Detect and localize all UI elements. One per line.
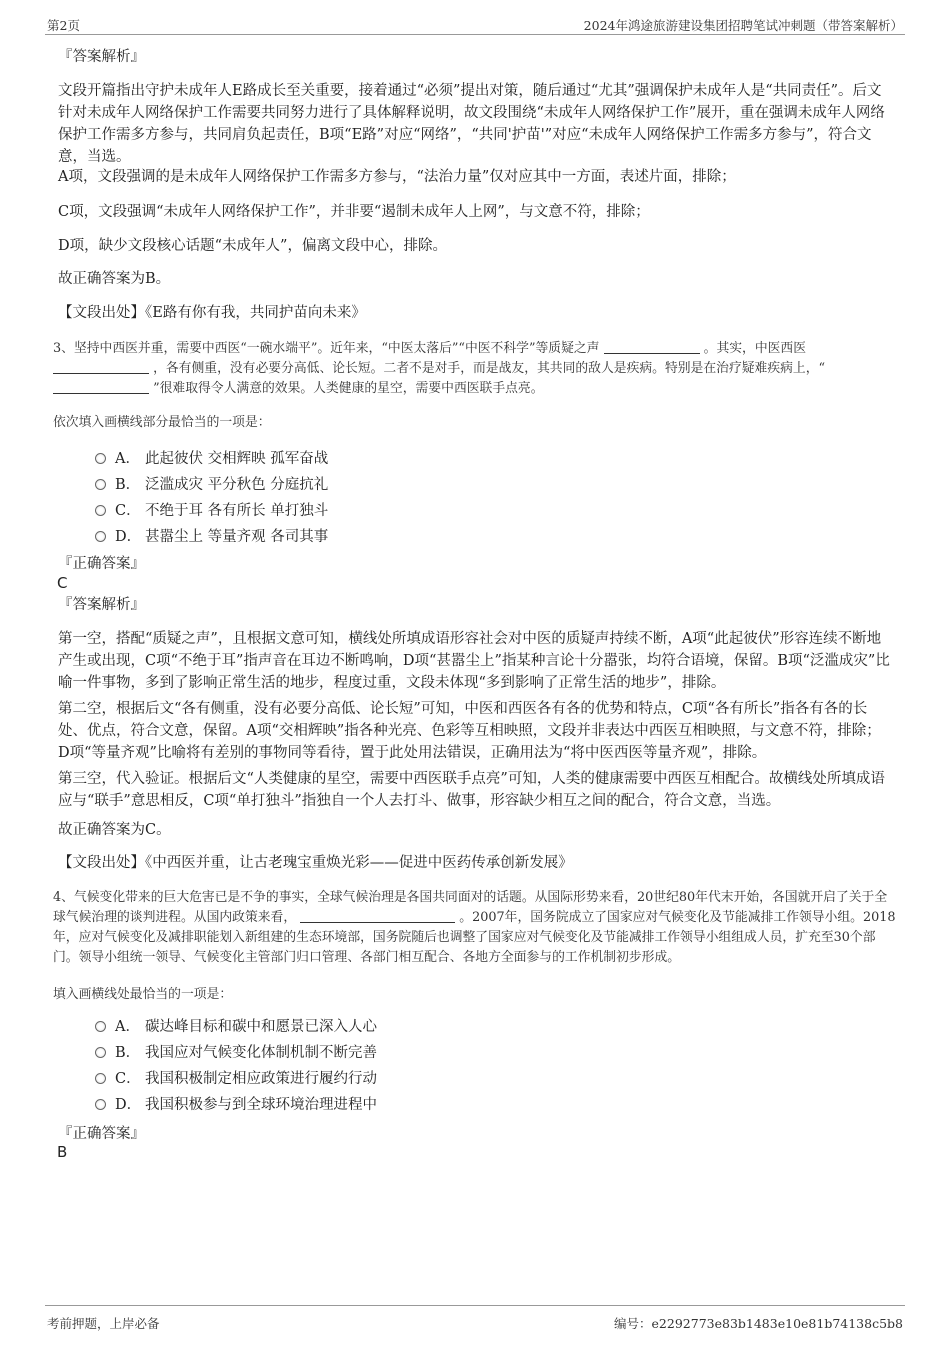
q3-option-d[interactable]: D． 甚嚣尘上 等量齐观 各司其事	[95, 526, 328, 548]
q3-source: 【文段出处】《中西医并重，让古老瑰宝重焕光彩——促进中医药传承创新发展》	[58, 855, 573, 871]
q4-option-a[interactable]: A． 碳达峰目标和碳中和愿景已深入人心	[95, 1016, 377, 1038]
q3-analysis-p4: 故正确答案为C。	[58, 822, 171, 838]
q3-analysis-p2: 第二空，根据后文“各有侧重，没有必要分高低、论长短”可知，中医和西医各有各的优势和特点，C项“各有所长”指各有各的长处、优点，符合文意，保留。A项“交相辉映”指各种光亮、色彩等互相映照，文段并非表达中西医互相映照，与文意不符，排除；D项“等量齐观”比喻将有差别的事物同等看待，置于此处用法错误，正确用法为“将中医西医等量齐观”，排除。	[58, 701, 881, 761]
q4-option-b[interactable]: B． 我国应对气候变化体制机制不断完善	[95, 1042, 377, 1064]
radio-icon[interactable]	[95, 1021, 106, 1032]
q2-analysis-p1: 文段开篇指出守护未成年人E路成长至关重要，接着通过“必须”提出对策，随后通过“尤其”强调保护未成年人是“共同责任”。后文针对未成年人网络保护工作需要共同努力进行了具体解释说明，故文段围绕“未成年人网络保护工作”展开，重在强调未成年人网络保护工作需多方参与，共同肩负起责任，B项“E路”对应“网络”，“共同'护苗'”对应“未成年人网络保护工作需多方参与”，符合文意，当选。	[58, 83, 885, 165]
q4-answer-label: 『正确答案』	[58, 1126, 145, 1142]
radio-icon[interactable]	[95, 1047, 106, 1058]
q3-stem: 3、坚持中西医并重，需要中西医“一碗水端平”。近年来，“中医太落后”“中医不科学”等质疑之声 。其实，中医西医 ，各有侧重，没有必要分高低、论长短。二者不是对手，而是战友，其共同的敌人是疾病。特别是在治疗疑难疾病上，“ ”很难取得令人满意的效果。人类健康的星空，需要中西医联手点亮。	[53, 341, 826, 396]
q2-analysis-p4: D项，缺少文段核心话题“未成年人”，偏离文段中心，排除。	[58, 238, 447, 254]
q4-answer: B	[57, 1143, 68, 1161]
blank-1	[300, 908, 455, 923]
page-number: 第2页	[47, 18, 80, 33]
document-code: 编号：e2292773e83b1483e10e81b74138c5b8	[614, 1316, 903, 1331]
q3-prompt: 依次填入画横线部分最恰当的一项是：	[53, 415, 271, 430]
q3-answer: C	[57, 574, 68, 592]
q2-analysis-label: 『答案解析』	[58, 49, 145, 65]
q3-analysis-label: 『答案解析』	[58, 597, 145, 613]
q2-analysis-p2: A项，文段强调的是未成年人网络保护工作需多方参与，“法治力量”仅对应其中一方面，表述片面，排除；	[58, 169, 736, 185]
page-footer	[45, 1305, 905, 1331]
q4-stem: 4、气候变化带来的巨大危害已是不争的事实，全球气候治理是各国共同面对的话题。从国际形势来看，20世纪80年代末开始，各国就开启了关于全球气候治理的谈判进程。从国内政策来看， 。2007年，国务院成立了国家应对气候变化及节能减排工作领导小组。2018年，应对气候变化及减排职能划入新组建的生态环境部，国务院随后也调整了国家应对气候变化及节能减排工作领导小组组成人员，扩充至30个部门。领导小组统一领导、气候变化主管部门归口管理、各部门相互配合、各地方全面参与的工作机制初步形成。	[53, 890, 896, 965]
radio-icon[interactable]	[95, 1073, 106, 1084]
q2-source: 【文段出处】《E路有你有我，共同护苗向未来》	[58, 305, 366, 321]
q3-option-c[interactable]: C． 不绝于耳 各有所长 单打独斗	[95, 500, 328, 522]
blank-2	[53, 359, 149, 374]
q4-prompt: 填入画横线处最恰当的一项是：	[53, 987, 233, 1002]
document-title: 2024年鸿途旅游建设集团招聘笔试冲刺题（带答案解析）	[583, 18, 903, 33]
q2-analysis-p3: C项，文段强调“未成年人网络保护工作”，并非要“遏制未成年人上网”，与文意不符，排除；	[58, 204, 650, 220]
q3-option-a[interactable]: A． 此起彼伏 交相辉映 孤军奋战	[95, 448, 328, 470]
radio-icon[interactable]	[95, 1099, 106, 1110]
q3-option-b[interactable]: B． 泛滥成灾 平分秋色 分庭抗礼	[95, 474, 328, 496]
page-header	[45, 14, 905, 35]
q3-answer-label: 『正确答案』	[58, 556, 145, 572]
blank-3	[53, 379, 149, 394]
footer-slogan: 考前押题，上岸必备	[47, 1316, 160, 1331]
radio-icon[interactable]	[95, 505, 106, 516]
radio-icon[interactable]	[95, 479, 106, 490]
q4-option-d[interactable]: D． 我国积极参与到全球环境治理进程中	[95, 1094, 377, 1116]
q4-option-c[interactable]: C． 我国积极制定相应政策进行履约行动	[95, 1068, 377, 1090]
q3-analysis-p1: 第一空，搭配“质疑之声”，且根据文意可知，横线处所填成语形容社会对中医的质疑声持续不断，A项“此起彼伏”形容连续不断地产生或出现，C项“不绝于耳”指声音在耳边不断鸣响，D项“甚嚣尘上”指某种言论十分嚣张，均符合语境，保留。B项“泛滥成灾”比喻一件事物，多到了影响正常生活的地步，程度过重，文段未体现“多到影响了正常生活的地步”，排除。	[58, 631, 890, 691]
q2-analysis-p5: 故正确答案为B。	[58, 271, 171, 287]
radio-icon[interactable]	[95, 531, 106, 542]
blank-1	[604, 339, 700, 354]
radio-icon[interactable]	[95, 453, 106, 464]
q3-analysis-p3: 第三空，代入验证。根据后文“人类健康的星空，需要中西医联手点亮”可知，人类的健康需要中西医互相配合。故横线处所填成语应与“联手”意思相反，C项“单打独斗”指独自一个人去打斗、做事，形容缺少相互之间的配合，符合文意，当选。	[58, 771, 885, 809]
